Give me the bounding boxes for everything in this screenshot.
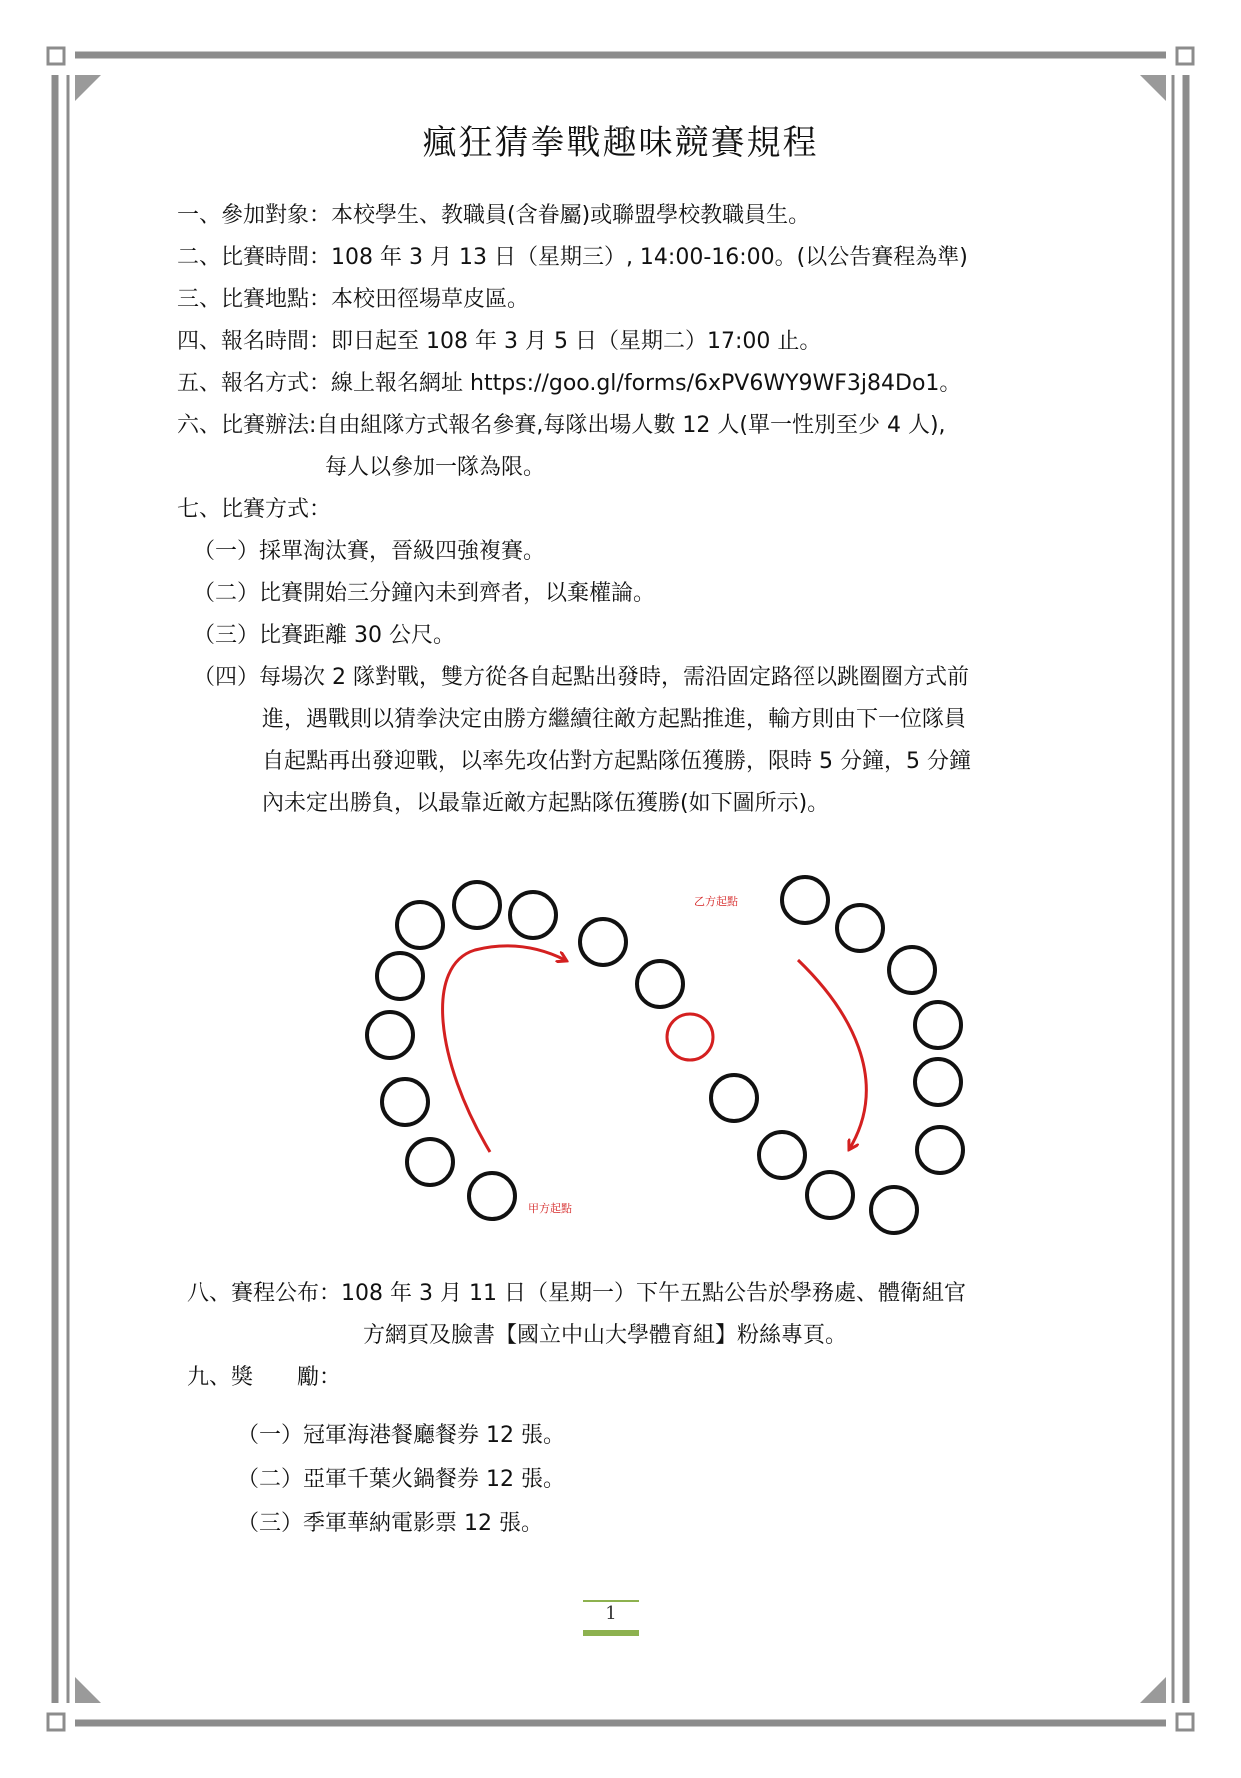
format-rule-4-line-3: 自起點再出發迎戰，以率先攻佔對方起點隊伍獲勝，限時 5 分鐘，5 分鐘: [262, 749, 971, 774]
item-time: 二、比賽時間：108 年 3 月 13 日（星期三）, 14:00-16:00。(以公告賽程為準): [177, 245, 968, 270]
format-rule-3: （三）比賽距離 30 公尺。: [193, 623, 455, 648]
player-circle: [889, 947, 935, 993]
player-circle: [871, 1187, 917, 1233]
team-b-arrow: [798, 960, 866, 1148]
center-circle: [667, 1014, 713, 1060]
item-registration-method: 五、報名方式：線上報名網址 https://goo.gl/forms/6xPV6WY9WF3j84Do1。: [177, 371, 962, 396]
page-number: 1: [605, 1603, 617, 1624]
item-location: 三、比賽地點：本校田徑場草皮區。: [177, 287, 530, 312]
field-diagram: [330, 870, 970, 1240]
player-circle: [759, 1132, 805, 1178]
player-circle: [469, 1173, 515, 1219]
player-circle: [915, 1002, 961, 1048]
player-circle: [454, 882, 500, 928]
item-awards-heading: 九、獎 勵：: [187, 1365, 342, 1390]
item-format-heading: 七、比賽方式：: [177, 497, 332, 522]
format-rule-4-line-4: 內未定出勝負，以最靠近敵方起點隊伍獲勝(如下圖所示)。: [262, 791, 830, 816]
item-participants: 一、參加對象：本校學生、教職員(含眷屬)或聯盟學校教職員生。: [177, 203, 811, 228]
player-circle: [807, 1172, 853, 1218]
player-circle: [510, 892, 556, 938]
format-rule-4: （四）每場次 2 隊對戰，雙方從各自起點出發時，需沿固定路徑以跳圈圈方式前: [193, 665, 969, 690]
team-b-start-label: 乙方起點: [694, 895, 738, 908]
player-circle: [782, 877, 828, 923]
team-a-arrow: [443, 946, 565, 1152]
player-circle: [377, 953, 423, 999]
format-rule-1: （一）採單淘汰賽，晉級四強複賽。: [193, 539, 546, 564]
page-number-bottom-bar: [583, 1630, 639, 1636]
item-schedule-continued: 方網頁及臉書【國立中山大學體育組】粉絲專頁。: [363, 1323, 848, 1348]
item-rules-continued: 每人以參加一隊為限。: [325, 455, 546, 480]
page-number-top-bar: [583, 1600, 639, 1602]
award-first: （一）冠軍海港餐廳餐券 12 張。: [237, 1423, 565, 1448]
player-circle: [637, 961, 683, 1007]
item-rules: 六、比賽辦法:自由組隊方式報名參賽,每隊出場人數 12 人(單一性別至少 4 人),: [177, 413, 946, 438]
player-circle: [382, 1079, 428, 1125]
format-rule-4-line-2: 進，遇戰則以猜拳決定由勝方繼續往敵方起點推進，輸方則由下一位隊員: [262, 707, 967, 732]
team-a-start-label: 甲方起點: [528, 1202, 572, 1215]
player-circle: [837, 905, 883, 951]
document-title: 瘋狂猜拳戰趣味競賽規程: [422, 123, 819, 163]
player-circle: [917, 1127, 963, 1173]
award-second: （二）亞軍千葉火鍋餐券 12 張。: [237, 1467, 565, 1492]
player-circle: [915, 1059, 961, 1105]
player-circle: [397, 902, 443, 948]
item-registration-time: 四、報名時間：即日起至 108 年 3 月 5 日（星期二）17:00 止。: [177, 329, 822, 354]
format-rule-2: （二）比賽開始三分鐘內未到齊者，以棄權論。: [193, 581, 656, 606]
player-circle: [580, 919, 626, 965]
item-schedule: 八、賽程公布：108 年 3 月 11 日（星期一）下午五點公告於學務處、體衛組官: [187, 1281, 966, 1306]
player-circle: [711, 1075, 757, 1121]
award-third: （三）季軍華納電影票 12 張。: [237, 1511, 543, 1536]
player-circle: [367, 1012, 413, 1058]
player-circle: [407, 1139, 453, 1185]
